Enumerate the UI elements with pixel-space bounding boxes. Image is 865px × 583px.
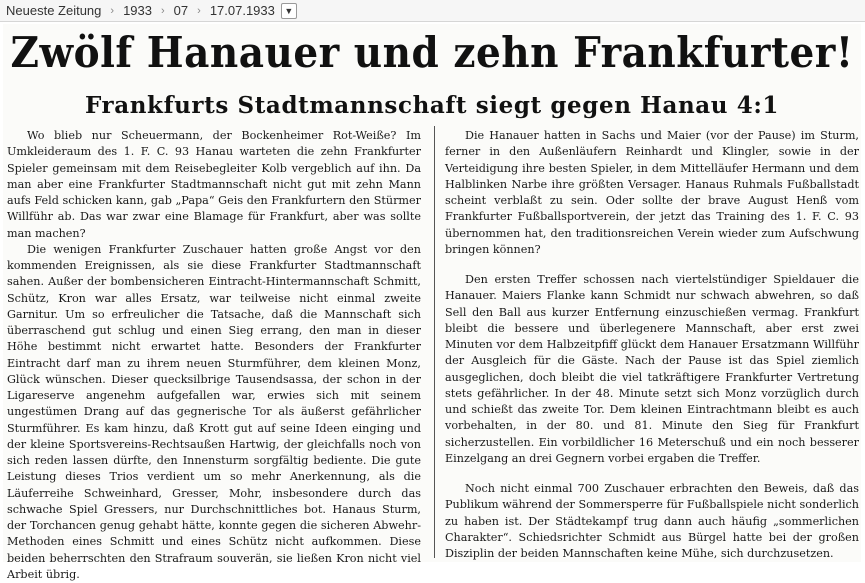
chevron-right-icon: › [197,4,201,17]
article-subheadline: Frankfurts Stadtmannschaft siegt gegen Hanau 4:1 [84,92,780,119]
chevron-right-icon: › [110,4,115,17]
article-paragraph: Die Hanauer hatten in Sachs und Maier (vor der Pause) im Sturm, ferner in den Außenläufern Reinhardt und Klingler, sowie in der Verteidigung ihre besten Spieler, in dem Mittelläufer Hermann und dem Halblinken Narbe ihre größten Versager. Hanaus Ruhmals Fußballstadt scheint verblaßt zu sein. Oder sollte der brave August Henß vom Frankfurter Fußballsportverein, der jetzt das Training des 1. F. C. 93 übernommen hat, den traditionsreichen Verein wieder zum Aufschwung bringen können? [445,129,859,256]
column-divider [434,126,435,558]
breadcrumb-item-year[interactable]: 1933 [123,3,152,18]
chevron-down-icon: ▼ [284,5,294,16]
article-paragraph: Noch nicht einmal 700 Zuschauer erbrachten den Beweis, daß das Publikum während der Sommersperre für Fußballspiele nicht sonderlich zu haben ist. Der Städtekampf trug dann auch häufig „sommerlichen Charakter“. Schiedsrichter Schmidt aus Bürgel hatte bei der großen Disziplin der beiden Mannschaften keine Mühe, sich durchzusetzen. [445,482,859,560]
breadcrumb-item-publication[interactable]: Neueste Zeitung [6,3,102,18]
article-column-left [7,128,421,581]
article-column-right [445,128,859,560]
article-paragraph: Den ersten Treffer schossen nach viertelstündiger Spieldauer die Hanauer. Maiers Flanke kann Schmidt nur schwach abwehren, so daß Sell den Ball aus kurzer Entfernung einzuschießen vermag. Frankfurt bleibt die bessere und überlegenere Mannschaft, aber erst zwei Minuten vor dem Halbzeitpfiff glückt dem Hanauer Ersatzmann Willführ der Ausgleich für die Gäste. Nach der Pause ist das Spiel ziemlich ausgeglichen, doch bleibt die viel tatkräftigere Frankfurter Vertretung stets gefährlicher. In der 48. Minute setzt sich Monz vorzüglich durch und schießt das zweite Tor. Dem kleinen Eintrachtmann bleibt es auch vorbehalten, in der 80. und 81. Minute den Sieg für Frankfurt sicherzustellen. Ein vorbildlicher 16 Meterschuß und ein noch besserer Einzelgang an drei Gegnern vorbei ergaben die Treffer. [445,273,859,465]
breadcrumb [0,0,865,22]
date-dropdown-button[interactable] [281,3,297,19]
chevron-right-icon: › [161,4,165,17]
breadcrumb-item-date[interactable]: 17.07.1933 [209,3,275,18]
article-paragraph: Die wenigen Frankfurter Zuschauer hatten große Angst vor den kommenden Ereignissen, als sie diese Frankfurter Stadtmannschaft sahen. Außer der bombensicheren Eintracht-Hintermannschaft Schmitt, Schütz, Kron war alles Ersatz, war teilweise nicht einmal zweite Garnitur. Um so erfreulicher die Tatsache, daß die Mannschaft sich überraschend gut schlug und einen Sieg errang, den man in dieser Höhe bestimmt nicht erwartet hatte. Besonders der Frankfurter Eintracht darf man zu ihrem neuen Sturmführer, dem kleinen Monz, Glück wünschen. Dieser quecksilbrige Tausendsassa, der schon in der Ligareserve angenehm aufgefallen war, erwies sich mit seinem ungestümen Drang auf das gegnerische Tor als äußerst gefährlicher Sturmführer. Es kam hinzu, daß Krott gut auf seine Ideen einging und der kleine Sportsvereins-Rechtsaußen Hartwig, der gleichfalls noch von sich reden lassen dürfte, den Innensturm sorgfältig bediente. Die gute Leistung dieses Trios verdient um so mehr Anerkennung, als die Läuferreihe Schweinhard, Gresser, Mohr, insbesondere durch das schwache Spiel Gressers, nur Durchschnittliches bot. Hanaus Sturm, der Torchancen genug gehabt hätte, konnte gegen die sicheren Abwehr-Methoden eines Schmitt und eines Schütz nicht aufkommen. Diese beiden beherrschten den Strafraum souverän, sie ließen Kron nicht viel Arbeit übrig. [7,242,421,581]
breadcrumb-item-month[interactable]: 07 [173,3,189,18]
article-headline: Zwölf Hanauer und zehn Frankfurter! [10,28,854,78]
article-paragraph: Wo blieb nur Scheuermann, der Bockenheimer Rot-Weiße? Im Umkleideraum des 1. F. C. 93 Hanau warteten die zehn Frankfurter Spieler gemeinsam mit dem Reisebegleiter Kolb vergeblich auf ihn. Da man aber eine Frankfurter Stadtmannschaft nicht gut mit zehn Mann aufs Feld schicken kann, gab „Papa“ Geis den Frankfurtern den Stürmer Willführ ab. Das war zwar eine Blamage für Frankfurt, aber was sollte man machen? [7,129,421,240]
newspaper-clipping [3,24,861,581]
